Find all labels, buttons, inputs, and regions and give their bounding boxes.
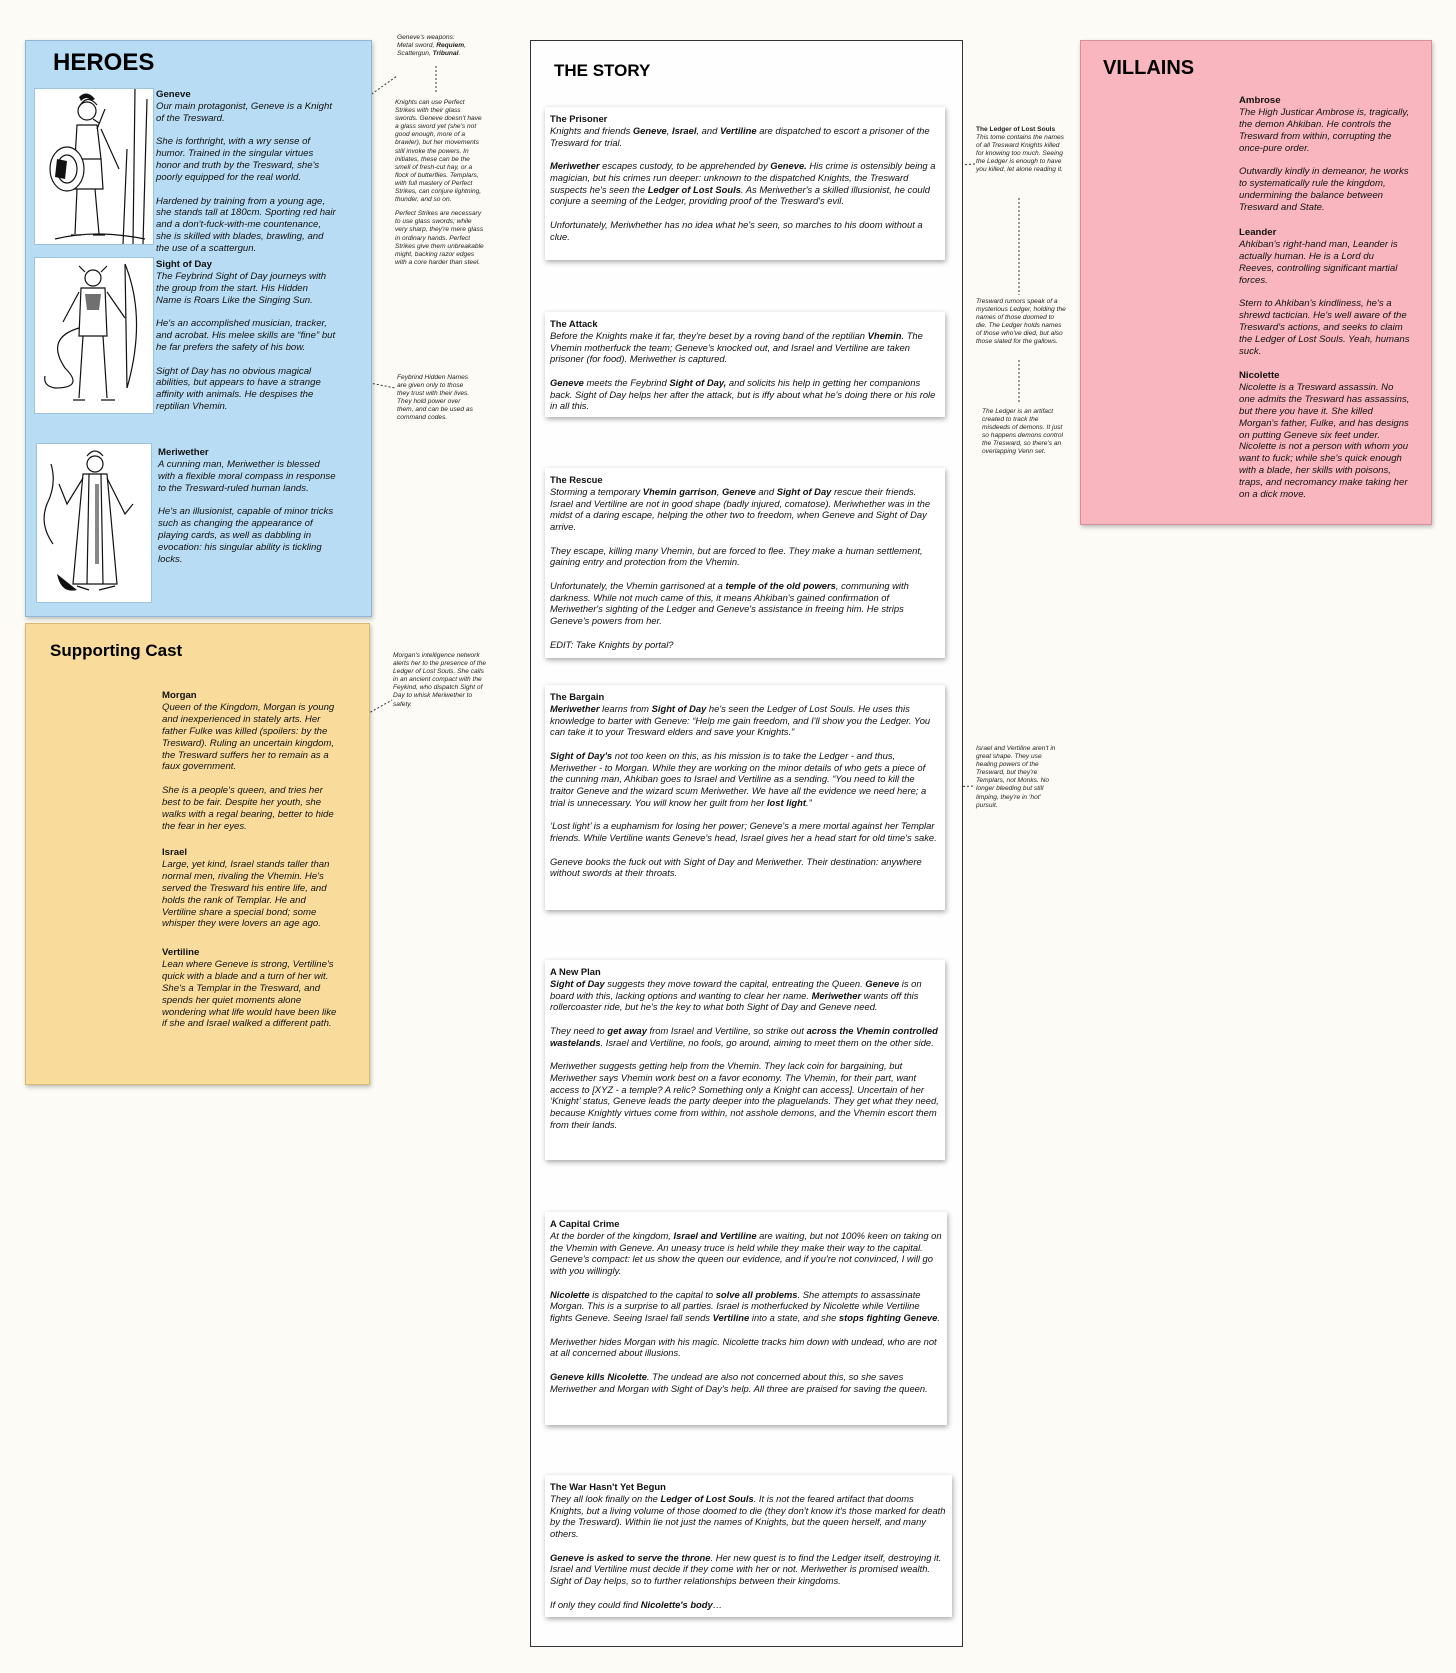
- plan-text-2: They need to get away from Israel and Vertiline, so strike out across the Vhemin controlled wastelands. Israel and Vertiline, no fools, go around, aiming to meet them on the other side.: [550, 1024, 938, 1048]
- attack-text-1: Before the Knights make it far, they're beset by a roving band of the reptilian Vhemin. The Vhemin motherfuck the team; Geneve's knocked out, and Israel and Vertiline are taken prisoner (for food). Meriwether is captured.: [550, 329, 923, 365]
- cast-morgan-text-2: She is a people's queen, and tries her best to be fair. Despite her youth, she walks with a regal bearing, better to hide the fear in her eyes.: [162, 784, 334, 832]
- villain-name-ambrose: Ambrose: [1239, 95, 1281, 106]
- note-weapons: Geneve's weapons: Metal sword, Requiem, Scattergun, Tribunal.: [397, 34, 466, 58]
- cast-israel-text-1: Large, yet kind, Israel stands taller than normal men, rivaling the Vhemin. He's served the Tresward his entire life, and holds the rank of Templar. He and Vertiline share a special bond; some whisper they were lovers an age ago.: [162, 858, 330, 930]
- card-title-crime: A Capital Crime: [550, 1218, 620, 1229]
- cast-name-israel: Israel: [162, 847, 188, 858]
- villain-name-leander: Leander: [1239, 227, 1277, 238]
- hero-geneve: [156, 89, 336, 255]
- rescue-text-2: They escape, killing many Vhemin, but are forced to flee. They make a human settlement, gaining entry and protection from the Vhemin.: [550, 544, 923, 568]
- geneve-portrait: [34, 88, 154, 245]
- cast-vertiline: [162, 947, 342, 1030]
- story-card-prisoner: [545, 107, 945, 260]
- war-text-3: If only they could find Nicolette's body…: [550, 1598, 723, 1610]
- heroes-panel: [25, 40, 372, 617]
- story-card-war: [545, 1475, 952, 1617]
- villain-nicolette-text-1: Nicolette is a Tresward assassin. No one admits the Tresward has assassins, but there you have it. She killed Morgan's father, Fulke, and has designs on putting Geneve six feet under. Nicolette is not a person with whom you want to fuck; while she's quick enough with a blade, her skills with poisons, traps, and necromancy make taking her on a dick move.: [1239, 381, 1410, 501]
- card-title-attack: The Attack: [550, 318, 598, 329]
- rescue-text-4: EDIT: Take Knights by portal?: [550, 638, 674, 650]
- note-perfect-strikes: [395, 99, 485, 267]
- cast-name-morgan: Morgan: [162, 690, 197, 701]
- story-card-plan: [545, 960, 945, 1160]
- bargain-text-2: Sight of Day's not too keen on this, as his mission is to take the Ledger - and thus, Meriwether - to Morgan. While they are working on the minor details of who gets a piece of the cunning man, Ahkiban goes to Israel and Vertiline as a sending. “You need to kill the traitor Geneve and the wizard scum Meriwether. We have all the evidence we need here; a trial is unnecessary. You will know her guilt from her lost light.”: [550, 749, 927, 808]
- prisoner-text-3: Unfortunately, Meriwhether has no idea what he's seen, so marches to his doom without a clue.: [550, 218, 923, 242]
- cast-morgan-text-1: Queen of the Kingdom, Morgan is young and inexperienced in stately arts. Her father Fulke was killed (spoilers: by the Tresward). Ruling an uncertain kingdom, the Tresward suffers her to remain as a faux government.: [162, 701, 335, 773]
- heroes-title: HEROES: [53, 49, 155, 76]
- cast-morgan: [162, 690, 342, 833]
- cast-name-vertiline: Vertiline: [162, 947, 200, 958]
- attack-text-2: Geneve meets the Feybrind Sight of Day, and solicits his help in getting her companions back. Sight of Day helps her after the attack, but is iffy about what he's doing there or his role in all this.: [550, 376, 936, 412]
- card-title-plan: A New Plan: [550, 966, 601, 977]
- story-card-crime: [545, 1212, 947, 1425]
- note-perfect-1: Knights can use Perfect Strikes with their glass swords. Geneve doesn't have a glass sword yet (she's not good enough, more of a brawler), but her movements still invoke the powers. In initiates, these can be the smell of fresh-cut hay, or a flock of butterflies. Templars, with full mastery of Perfect Strikes, can conjure lightning, thunder, and so on.: [395, 99, 482, 204]
- card-title-war: The War Hasn't Yet Begun: [550, 1481, 666, 1492]
- villain-leander-text-1: Ahkiban's right-hand man, Leander is actually human. He is a Lord du Reeves, controlling significant martial forces.: [1239, 238, 1398, 286]
- hero-sight-text-2: He's an accomplished musician, tracker, and acrobat. His melee skills are “fine” but he far prefers the safety of his bow.: [156, 318, 336, 354]
- bargain-text-4: Geneve books the fuck out with Sight of Day and Meriwether. Their destination: anywhere without swords at their throats.: [550, 855, 922, 879]
- villain-ambrose: [1239, 95, 1411, 214]
- story-card-rescue: [545, 468, 945, 658]
- note-morgan-network: Morgan's intelligence network alerts her to the presence of the Ledger of Lost Souls. She calls in an ancient compact with the Feykind, who dispatch Sight of Day to whisk Meriwether to safety.: [393, 652, 487, 708]
- rescue-text-3: Unfortunately, the Vhemin garrisoned at a temple of the old powers, communing with darkness. While not much came of this, it means Ahkiban's gained confirmation of Meriwether's sighting of the Ledger and Geneve's assistance in freeing him. He strips Geneve's powers from her.: [550, 579, 909, 627]
- crime-text-3: Meriwether hides Morgan with his magic. Nicolette tracks him down with undead, who are not at all concerned about illusions.: [550, 1335, 937, 1359]
- villain-nicolette: [1239, 370, 1411, 501]
- cast-title: Supporting Cast: [50, 641, 183, 660]
- note-perfect-2: Perfect Strikes are necessary to use glass swords; while very sharp, they're mere glass in ordinary hands. Perfect Strikes give them unbreakable might, backing razor edges with a core harder than steel.: [395, 210, 484, 266]
- meriwether-illustration: [37, 444, 151, 602]
- villain-leander-text-2: Stern to Ahkiban's kindliness, he's a shrewd tactician. He's well aware of the Tresward's actions, and seeks to claim the Ledger of Lost Souls. Yeah, humans suck.: [1239, 298, 1410, 357]
- hero-name-geneve: Geneve: [156, 89, 191, 100]
- war-text-2: Geneve is asked to serve the throne. Her new quest is to find the Ledger itself, destroying it. Israel and Vertiline must decide if they come with her or not. Meriwether is promised wealth. Sight of Day helps, so to further relationships between their kingdoms.: [550, 1551, 942, 1587]
- crime-text-1: At the border of the kingdom, Israel and Vertiline are waiting, but not 100% keen on taking on the Vhemin with Geneve. An uneasy truce is held while they make their way to the capital. Geneve's compact: let us show the queen our evidence, and if you're not convinced, I will go with you willingly.: [550, 1229, 942, 1277]
- story-card-bargain: [545, 685, 945, 910]
- story-card-attack: [545, 312, 945, 417]
- meriwether-portrait: [36, 443, 152, 603]
- bargain-text-1: Meriwether learns from Sight of Day he's seen the Ledger of Lost Souls. He uses this knowledge to barter with Geneve: “Help me gain freedom, and I'll show you the Ledger. You can take it to your Tresward elders and save your Knights.”: [550, 702, 931, 738]
- villain-name-nicolette: Nicolette: [1239, 370, 1280, 381]
- plan-text-1: Sight of Day suggests they move toward the capital, entreating the Queen. Geneve is on board with this, lacking options and wanting to clear her name. Meriwether wants off this rollercoaster ride, but he's the key to what both Sight of Day and Geneve need.: [550, 977, 922, 1013]
- story-title: THE STORY: [554, 61, 651, 80]
- villain-leander: [1239, 227, 1411, 358]
- hero-meriwether-text-2: He's an illusionist, capable of minor tricks such as changing the appearance of playing cards, as well as dabbling in evocation: his singular ability is tickling locks.: [158, 506, 334, 565]
- hero-meriwether: [158, 447, 338, 566]
- crime-text-2: Nicolette is dispatched to the capital to solve all problems. She attempts to assassinate Morgan. This is a surprise to all parties. Israel is motherfucked by Nicolette while Vertiline fights Geneve. Seeing Israel fall sends Vertiline into a state, and she stops fighting Geneve.: [550, 1288, 940, 1324]
- hero-sight-of-day: [156, 259, 336, 413]
- hero-sight-text-3: Sight of Day has no obvious magical abilities, but appears to have a strange affinity with animals. He despises the reptilian Vhemin.: [156, 365, 321, 413]
- cast-israel: [162, 847, 342, 930]
- card-title-bargain: The Bargain: [550, 691, 605, 702]
- supporting-cast-panel: [25, 623, 370, 1085]
- card-title-prisoner: The Prisoner: [550, 113, 608, 124]
- note-tresward-rumors: Tresward rumors speak of a mysterious Ledger, holding the names of those doomed to die. The Ledger holds names of those who've died, but also those slated for the gallows.: [976, 298, 1066, 346]
- geneve-illustration: [35, 89, 153, 244]
- crime-text-4: Geneve kills Nicolette. The undead are also not concerned about this, so she saves Meriwether and Morgan with Sight of Day's help. All three are praised for saving the queen.: [550, 1370, 928, 1394]
- card-title-rescue: The Rescue: [550, 474, 603, 485]
- hero-geneve-text-3: Hardened by training from a young age, she stands tall at 180cm. Sporting red hair and a don't-fuck-with-me countenance, she is skilled with blades, brawling, and the use of a scattergun.: [156, 195, 336, 255]
- note-ledger-title: The Ledger of Lost Souls: [976, 126, 1056, 133]
- rescue-text-1: Storming a temporary Vhemin garrison, Geneve and Sight of Day rescue their friends. Israel and Vertiline are not in good shape (badly injured, comatose). Meriwhether was in the midst of a daring escape, helping the other two to freedom, when Geneve and Sight of Day arrive.: [550, 485, 931, 533]
- note-ledger: [976, 126, 1064, 175]
- note-ledger-body: This tome contains the names of all Tresward Knights killed for knowing too much. Seeing the Ledger is enough to have you killed, let alone reading it.: [976, 134, 1064, 174]
- villain-ambrose-text-2: Outwardly kindly in demeanor, he works to systematically rule the kingdom, undermining the balance between Tresward and State.: [1239, 166, 1409, 213]
- plan-text-3: Meriwether suggests getting help from the Vhemin. They lack coin for bargaining, but Meriwether says Vhemin work best on a favor economy. The Vhemin, for their part, want access to [XYZ - a temple? A relic? Something only a Knight can access]. Uncertain of her ‘Knight’ status, Geneve leads the party deeper into the plaguelands. They get what they need, because Knightly virtues come from within, not asshole demons, and the Vhemin escort them from their lands.: [550, 1059, 939, 1130]
- prisoner-text-1: Knights and friends Geneve, Israel, and Vertiline are dispatched to escort a prisoner of the Tresward for trial.: [550, 124, 930, 148]
- sight-of-day-portrait: [34, 257, 154, 414]
- hero-name-sight: Sight of Day: [156, 259, 212, 270]
- villains-title: VILLAINS: [1103, 57, 1195, 79]
- note-israel-vertiline-shape: Israel and Vertiline aren't in great shape. They use healing powers of the Tresward, but they're Templars, not Monks. No longer bleeding but still limping, they're in ‘hot’ pursuit.: [976, 745, 1056, 809]
- hero-geneve-text-1: Our main protagonist, Geneve is a Knight of the Tresward.: [156, 100, 332, 124]
- hero-sight-text-1: The Feybrind Sight of Day journeys with the group from the start. His Hidden Name is Roars Like the Singing Sun.: [156, 270, 327, 306]
- note-feybrind: Feybrind Hidden Names are given only to those they trust with their lives. They hold power over them, and can be used as command codes.: [397, 374, 473, 422]
- hero-meriwether-text-1: A cunning man, Meriwether is blessed with a flexible moral compass in response to the Tresward-ruled human lands.: [158, 458, 336, 494]
- villains-panel: [1080, 40, 1432, 525]
- hero-geneve-text-2: She is forthright, with a wry sense of humor. Trained in the singular virtues honor and truth by the Tresward, she's poorly equipped for the real world.: [156, 136, 320, 184]
- villain-ambrose-text-1: The High Justicar Ambrose is, tragically, the demon Ahkiban. He controls the Tresward from within, corrupting the once-pure order.: [1239, 106, 1410, 154]
- sight-of-day-illustration: [35, 258, 153, 413]
- war-text-1: They all look finally on the Ledger of Lost Souls. It is not the feared artifact that dooms Knights, but a living volume of those doomed to die (they don't know it's those marked for death by the Tresward). Within lie not just the names of Knights, but the queen herself, and many others.: [550, 1492, 946, 1540]
- prisoner-text-2: Meriwether escapes custody, to be apprehended by Geneve. His crime is ostensibly being a magician, but his crimes run deeper: unknown to the dispatched Knights, the Tresward suspects he's seen the Ledger of Lost Souls. As Meriwether's a skilled illusionist, he could conjure a seeming of the Ledger, providing proof of the Tresward's evil.: [550, 159, 936, 207]
- bargain-text-3: ‘Lost light’ is a euphamism for losing her power; Geneve's a mere mortal against her Templar friends. While Vertiline wants Geneve's head, Israel gives her a head start for old time's sake.: [550, 820, 937, 844]
- cast-vertiline-text-1: Lean where Geneve is strong, Vertiline's quick with a blade and a turn of her wit. She's a Templar in the Tresward, and spends her quiet moments alone wondering what life would have been like if she and Israel walked a different path.: [162, 958, 337, 1030]
- hero-name-meriwether: Meriwether: [158, 447, 209, 458]
- note-artifact: The Ledger is an artifact created to track the misdeeds of demons. It just so happens demons control the Tresward, so there's an overlapping Venn set.: [982, 408, 1064, 456]
